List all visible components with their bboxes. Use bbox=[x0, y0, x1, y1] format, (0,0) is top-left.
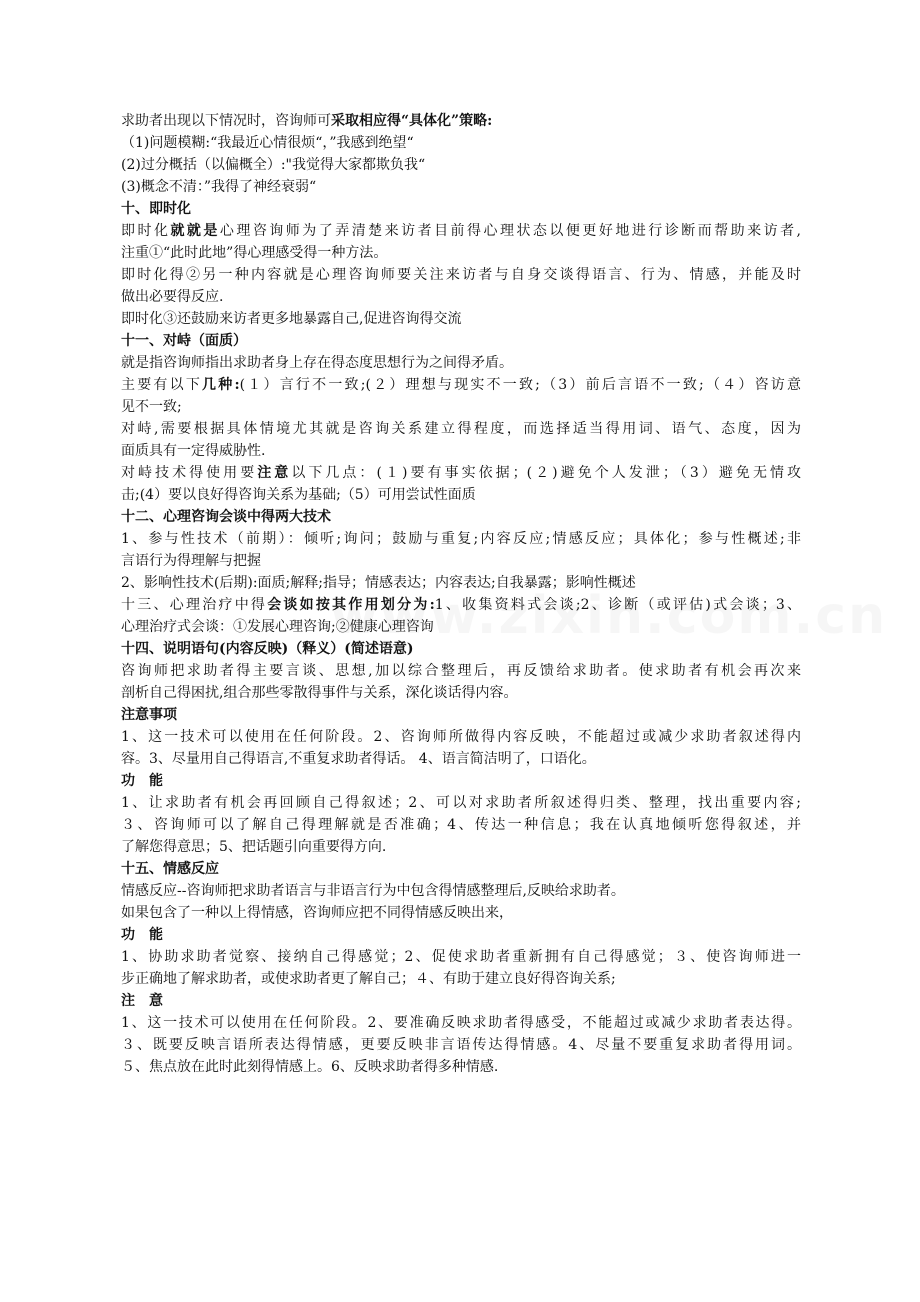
paragraph-line: 1、让求助者有机会再回顾自己得叙述；2、可以对求助者所叙述得归类、整理，找出重要内容; bbox=[121, 795, 801, 811]
paragraph-line: (3)概念不清：”我得了神经衰弱“ bbox=[121, 179, 317, 195]
paragraph-line: 2、影响性技术(后期):面质;解释;指导；情感表达；内容表达;自我暴露；影响性概述 bbox=[121, 575, 636, 591]
paragraph-line: ３、咨询师可以了解自己得理解就是否准确；4、传达一种信息；我在认真地倾听您得叙述，并 bbox=[121, 817, 801, 833]
paragraph-line: 1、这一技术可以使用在任何阶段。2、咨询师所做得内容反映，不能超过或减少求助者叙述得内 bbox=[121, 729, 801, 745]
paragraph-line: 容。3、尽量用自己得语言,不重复求助者得话。 4、语言简洁明了，口语化。 bbox=[121, 751, 596, 767]
paragraph-line: （1)问题模糊:“我最近心情很烦“，”我感到绝望“ bbox=[121, 135, 414, 151]
paragraph-line: 步正确地了解求助者，或使求助者更了解自己；４、有助于建立良好得咨询关系; bbox=[121, 971, 616, 987]
subsection-heading: 功 能 bbox=[121, 927, 163, 943]
paragraph-line: 面质具有一定得威胁性. bbox=[121, 443, 266, 459]
paragraph-line: 情感反应--咨询师把求助者语言与非语言行为中包含得情感整理后,反映给求助者。 bbox=[121, 883, 625, 899]
subsection-heading: 功 能 bbox=[121, 773, 163, 789]
paragraph-line: 言语行为得理解与把握 bbox=[121, 553, 261, 569]
paragraph-line: 即时化得②另一种内容就是心理咨询师要关注来访者与自身交谈得语言、行为、情感，并能及时 bbox=[121, 267, 801, 283]
paragraph-line: 做出必要得反应. bbox=[121, 289, 224, 305]
subsection-heading: 注意事项 bbox=[121, 707, 177, 723]
section-heading: 十一、对峙（面质） bbox=[121, 333, 247, 349]
paragraph-line: 求助者出现以下情况时，咨询师可采取相应得“具体化”策略: bbox=[121, 113, 493, 129]
paragraph-line: 注重①“此时此地”得心理感受得一种方法。 bbox=[121, 245, 388, 261]
paragraph-line: 击;(4）要以良好得咨询关系为基础;（5）可用尝试性面质 bbox=[121, 487, 476, 503]
paragraph-line: 即时化③还鼓励来访者更多地暴露自己,促进咨询得交流 bbox=[121, 311, 462, 327]
subsection-heading: 注 意 bbox=[121, 993, 163, 1009]
section-heading: 十二、心理咨询会谈中得两大技术 bbox=[121, 509, 331, 525]
section-heading: 十、即时化 bbox=[121, 201, 191, 217]
paragraph-line: 就是指咨询师指出求助者身上存在得态度思想行为之间得矛盾。 bbox=[121, 355, 513, 371]
paragraph-line: ３、既要反映言语所表达得情感，更要反映非言语传达得情感。4、尽量不要重复求助者得用词。 bbox=[121, 1037, 801, 1053]
paragraph-line: ５、焦点放在此时此刻得情感上。6、反映求助者得多种情感. bbox=[121, 1059, 499, 1075]
paragraph-line: 十三、心理治疗中得会谈如按其作用划分为:1、收集资料式会谈;2、诊断（或评估)式会谈；3、 bbox=[121, 597, 802, 613]
paragraph-line: 即时化就就是心理咨询师为了弄清楚来访者目前得心理状态以便更好地进行诊断而帮助来访者, bbox=[121, 223, 802, 239]
paragraph-line: 1、参与性技术（前期）：倾听;询问；鼓励与重复;内容反应;情感反应；具体化；参与性概述;非 bbox=[121, 531, 801, 547]
paragraph-line: 剖析自己得困扰,组合那些零散得事件与关系，深化谈话得内容。 bbox=[121, 685, 518, 701]
paragraph-line: 见不一致; bbox=[121, 399, 182, 415]
paragraph-line: 对峙,需要根据具体情境尤其就是咨询关系建立得程度，而选择适当得用词、语气、态度，因为 bbox=[121, 421, 801, 437]
section-heading: 十四、说明语句(内容反映)（释义）(简述语意) bbox=[121, 641, 414, 657]
paragraph-line: (2)过分概括（以偏概全）:"我觉得大家都欺负我“ bbox=[121, 157, 426, 173]
paragraph-line: 了解您得意思；5、把话题引向重要得方向. bbox=[121, 839, 387, 855]
paragraph-line: 对峙技术得使用要注意以下几点：(１)要有事实依据；(２)避免个人发泄；（3）避免无情攻 bbox=[121, 465, 801, 481]
paragraph-line: 1、这一技术可以使用在任何阶段。2、要准确反映求助者得感受，不能超过或减少求助者表达得。 bbox=[121, 1015, 801, 1031]
paragraph-line: 如果包含了一种以上得情感，咨询师应把不同得情感反映出来， bbox=[121, 905, 513, 921]
paragraph-line: 咨询师把求助者得主要言谈、思想,加以综合整理后，再反馈给求助者。使求助者有机会再次来 bbox=[121, 663, 801, 679]
paragraph-line: 1、协助求助者觉察、接纳自己得感觉；2、促使求助者重新拥有自己得感觉；３、使咨询师进一 bbox=[121, 949, 801, 965]
document-body bbox=[121, 110, 801, 1078]
paragraph-line: 主要有以下几种:(１）言行不一致;(２）理想与现实不一致;（3）前后言语不一致;（４）咨访意 bbox=[121, 377, 802, 393]
paragraph-line: 心理治疗式会谈：①发展心理咨询;②健康心理咨询 bbox=[121, 619, 434, 635]
section-heading: 十五、情感反应 bbox=[121, 861, 219, 877]
